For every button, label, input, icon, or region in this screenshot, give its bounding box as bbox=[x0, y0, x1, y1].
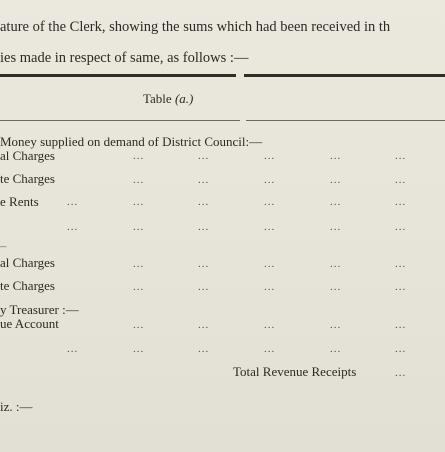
dot-leader: ... bbox=[198, 221, 210, 233]
dot-leader: ... bbox=[133, 174, 145, 186]
dot-leader: ... bbox=[264, 343, 276, 355]
dot-leader: ... bbox=[264, 281, 276, 293]
row-revenue-account: ue Account bbox=[0, 316, 59, 331]
dot-leader: ... bbox=[395, 343, 407, 355]
dot-leader: ... bbox=[395, 221, 407, 233]
header-line-2: ies made in respect of same, as follows :— bbox=[0, 50, 249, 66]
dot-leader: ... bbox=[133, 281, 145, 293]
row-te-charges-1: te Charges bbox=[0, 171, 55, 186]
dot-leader: ... bbox=[330, 150, 342, 162]
dot-leader: ... bbox=[395, 174, 407, 186]
total-revenue-receipts-label: Total Revenue Receipts bbox=[233, 364, 357, 379]
dot-leader: ... bbox=[395, 258, 407, 270]
dot-leader: ... bbox=[67, 343, 79, 355]
header-rule-right bbox=[246, 120, 445, 121]
dot-leader: ... bbox=[264, 174, 276, 186]
dot-leader: ... bbox=[133, 150, 145, 162]
top-thick-rule-right bbox=[244, 74, 445, 77]
row-al-charges-1: al Charges bbox=[0, 148, 55, 163]
top-thick-rule-left bbox=[0, 74, 236, 77]
dot-leader: ... bbox=[330, 258, 342, 270]
dot-leader: ... bbox=[67, 196, 79, 208]
dot-leader: ... bbox=[330, 174, 342, 186]
dot-leader: ... bbox=[198, 343, 210, 355]
header-line-1: ature of the Clerk, showing the sums which had been received in th bbox=[0, 19, 391, 35]
dot-leader: ... bbox=[133, 221, 145, 233]
dot-leader: ... bbox=[330, 221, 342, 233]
dot-leader: ... bbox=[198, 319, 210, 331]
dot-leader: ... bbox=[395, 281, 407, 293]
dot-leader: ... bbox=[67, 221, 79, 233]
row-money-supplied: Money supplied on demand of District Council:— bbox=[0, 134, 263, 149]
dot-leader: ... bbox=[264, 221, 276, 233]
dot-leader: ... bbox=[133, 319, 145, 331]
dot-leader: ... bbox=[395, 319, 407, 331]
table-caption-label: (a.) bbox=[174, 91, 194, 106]
total-dot-leader: ... bbox=[395, 367, 407, 379]
dot-leader: ... bbox=[198, 258, 210, 270]
row-e-rents: e Rents bbox=[0, 194, 39, 209]
dot-leader: ... bbox=[264, 319, 276, 331]
row-dash: – bbox=[0, 238, 7, 253]
dot-leader: ... bbox=[330, 319, 342, 331]
dot-leader: ... bbox=[330, 196, 342, 208]
dot-leader: ... bbox=[133, 258, 145, 270]
row-al-charges-2: al Charges bbox=[0, 255, 55, 270]
dot-leader: ... bbox=[133, 343, 145, 355]
dot-leader: ... bbox=[198, 150, 210, 162]
row-te-charges-2: te Charges bbox=[0, 278, 55, 293]
dot-leader: ... bbox=[264, 150, 276, 162]
header-rule-left bbox=[0, 120, 240, 121]
row-treasurer: y Treasurer :— bbox=[0, 302, 79, 317]
table-caption-prefix: Table bbox=[143, 91, 172, 106]
table-caption bbox=[143, 91, 193, 107]
dot-leader: ... bbox=[395, 196, 407, 208]
dot-leader: ... bbox=[198, 281, 210, 293]
dot-leader: ... bbox=[395, 150, 407, 162]
row-viz: iz. :— bbox=[0, 399, 33, 414]
dot-leader: ... bbox=[264, 258, 276, 270]
dot-leader: ... bbox=[133, 196, 145, 208]
dot-leader: ... bbox=[330, 343, 342, 355]
dot-leader: ... bbox=[264, 196, 276, 208]
dot-leader: ... bbox=[198, 174, 210, 186]
dot-leader: ... bbox=[330, 281, 342, 293]
dot-leader: ... bbox=[198, 196, 210, 208]
